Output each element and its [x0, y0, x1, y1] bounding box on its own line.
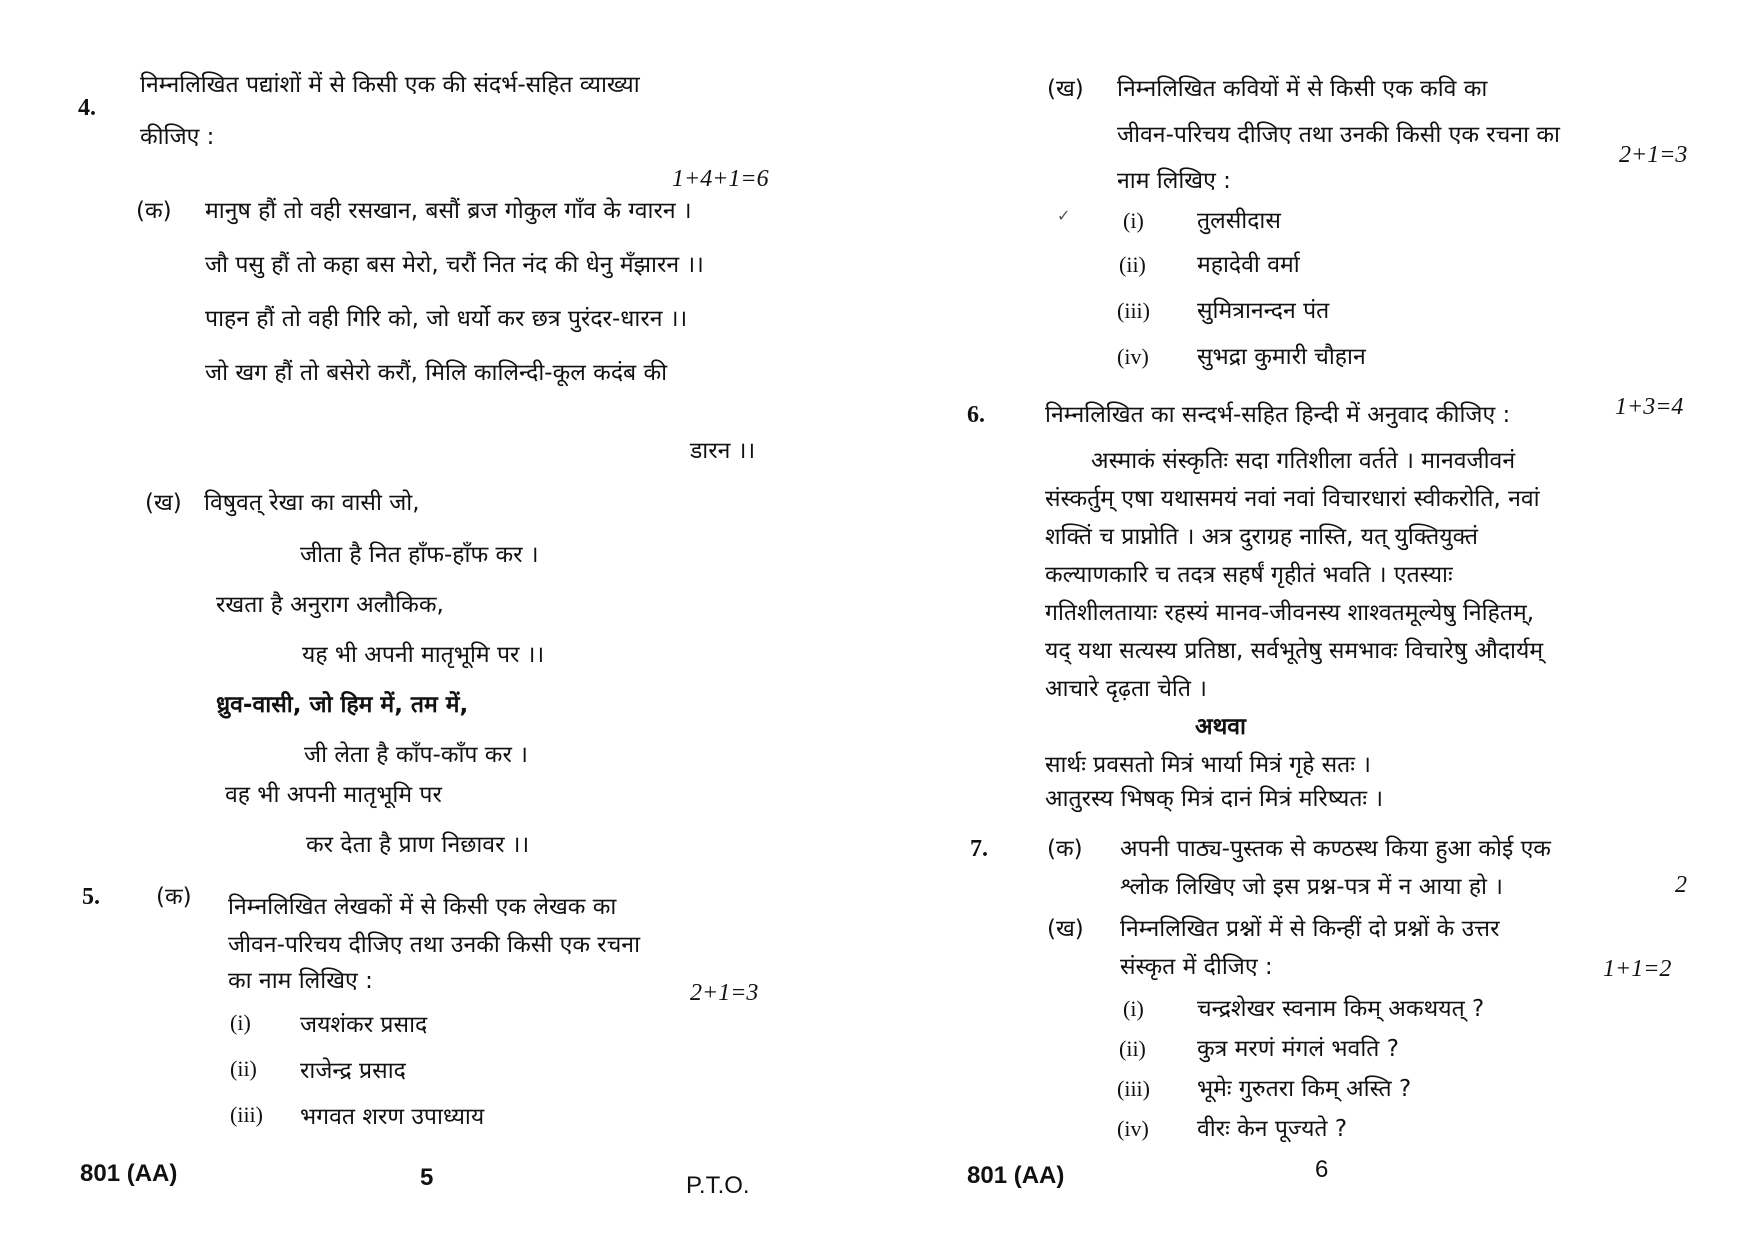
q6-passage-line-7: आचारे दृढ़ता चेति । — [1045, 676, 1208, 702]
q5a-option-1: जयशंकर प्रसाद — [300, 1012, 428, 1038]
q4b-line-6: जी लेता है काँप-काँप कर । — [304, 742, 528, 768]
q6-or-label: अथवा — [1195, 714, 1247, 740]
q5a-instruction-1: निम्नलिखित लेखकों में से किसी एक लेखक का — [228, 894, 617, 920]
question-5b-marks: 2+1=3 — [1619, 142, 1688, 168]
q4a-line-3: पाहन हौं तो वही गिरि को, जो धर्यो कर छत्र पुरंदर-धारन ।। — [205, 306, 688, 332]
question-6-instruction: निम्नलिखित का सन्दर्भ-सहित हिन्दी में अनुवाद कीजिए : — [1045, 402, 1511, 428]
q5a-instruction-2: जीवन-परिचय दीजिए तथा उनकी किसी एक रचना — [228, 932, 641, 958]
question-7-part-a-label: (क) — [1047, 836, 1083, 862]
q6-passage-line-6: यद् यथा सत्यस्य प्रतिष्ठा, सर्वभूतेषु समभावः विचारेषु औदार्यम् — [1045, 638, 1544, 664]
q4b-line-4: यह भी अपनी मातृभूमि पर ।। — [302, 642, 545, 668]
q4b-line-5: ध्रुव-वासी, जो हिम में, तम में, — [216, 692, 469, 718]
q5b-option-3: सुमित्रानन्दन पंत — [1197, 298, 1330, 324]
q5b-instruction-2: जीवन-परिचय दीजिए तथा उनकी किसी एक रचना का — [1117, 122, 1560, 148]
q4b-line-7: वह भी अपनी मातृभूमि पर — [225, 782, 442, 808]
q5a-instruction-3: का नाम लिखिए : — [228, 968, 373, 994]
q4a-line-2: जौ पसु हौं तो कहा बस मेरो, चरौं नित नंद की धेनु मँझारन ।। — [205, 252, 704, 278]
question-5-number: 5. — [82, 884, 100, 910]
q7b-option-2: कुत्र मरणं मंगलं भवति ? — [1197, 1036, 1399, 1062]
question-6-number: 6. — [967, 402, 985, 428]
q5a-option-2: राजेन्द्र प्रसाद — [300, 1058, 406, 1084]
right-page-number: 6 — [1315, 1156, 1329, 1183]
q6-passage-line-3: शक्तिं च प्राप्नोति । अत्र दुराग्रह नास्ति, यत् युक्तियुक्तं — [1045, 524, 1479, 550]
q7a-line-2: श्लोक लिखिए जो इस प्रश्न-पत्र में न आया हो । — [1120, 874, 1504, 900]
question-5-marks: 2+1=3 — [690, 980, 759, 1006]
q6-passage-line-1: अस्माकं संस्कृतिः सदा गतिशीला वर्तते । मानवजीवनं — [1091, 448, 1516, 474]
question-7b-marks: 1+1=2 — [1603, 956, 1672, 982]
right-page — [877, 0, 1754, 1241]
question-4-part-b-label: (ख) — [145, 490, 182, 516]
q7b-option-num-4: (iv) — [1117, 1116, 1149, 1141]
q7b-line-1: निम्नलिखित प्रश्नों में से किन्हीं दो प्रश्नों के उत्तर — [1120, 916, 1500, 942]
q5b-option-num-1: (i) — [1123, 208, 1144, 233]
q5b-option-num-4: (iv) — [1117, 344, 1149, 369]
q6-passage-line-4: कल्याणकारि च तदत्र सहर्षं गृहीतं भवति । एतस्याः — [1045, 562, 1453, 588]
q4b-line-8: कर देता है प्राण निछावर ।। — [306, 832, 530, 858]
q7b-option-num-2: (ii) — [1119, 1036, 1146, 1061]
q5b-option-num-3: (iii) — [1117, 298, 1150, 323]
q7b-option-3: भूमेः गुरुतरा किम् अस्ति ? — [1197, 1076, 1412, 1102]
question-6-marks: 1+3=4 — [1615, 394, 1684, 420]
q7b-option-4: वीरः केन पूज्यते ? — [1197, 1116, 1348, 1142]
q5a-option-num-3: (iii) — [230, 1102, 263, 1127]
q4b-line-1: विषुवत् रेखा का वासी जो, — [204, 490, 420, 516]
question-4-instruction: निम्नलिखित पद्यांशों में से किसी एक की संदर्भ-सहित व्याख्या — [140, 72, 640, 98]
q5b-option-2: महादेवी वर्मा — [1197, 252, 1300, 278]
q5a-option-num-1: (i) — [230, 1010, 251, 1035]
q5b-option-4: सुभद्रा कुमारी चौहान — [1197, 344, 1366, 370]
q5b-option-num-2: (ii) — [1119, 252, 1146, 277]
question-4-number: 4. — [78, 95, 96, 121]
question-7-number: 7. — [970, 836, 988, 862]
q4a-line-5: डारन ।। — [690, 438, 756, 464]
q5a-option-3: भगवत शरण उपाध्याय — [300, 1104, 485, 1130]
pto-label: P.T.O. — [686, 1172, 750, 1199]
question-4-instruction-cont: कीजिए : — [140, 124, 215, 150]
q6-passage-line-2: संस्कर्तुम् एषा यथासमयं नवां नवां विचारधारां स्वीकरोति, नवां — [1045, 486, 1540, 512]
left-page-number: 5 — [420, 1164, 434, 1191]
q5b-instruction-1: निम्नलिखित कवियों में से किसी एक कवि का — [1117, 76, 1488, 102]
stray-mark: ✓ — [1057, 206, 1071, 225]
q6-passage-line-5: गतिशीलतायाः रहस्यं मानव-जीवनस्य शाश्वतमूल्येषु निहितम्, — [1045, 600, 1535, 626]
right-footer-code: 801 (AA) — [967, 1162, 1065, 1189]
q6-verse-line-2: आतुरस्य भिषक् मित्रं दानं मित्रं मरिष्यतः । — [1045, 786, 1384, 812]
question-7a-marks: 2 — [1675, 872, 1687, 898]
q4a-line-1: मानुष हौं तो वही रसखान, बसौं ब्रज गोकुल गाँव के ग्वारन । — [205, 198, 692, 224]
question-4-part-a-label: (क) — [136, 198, 172, 224]
q4b-line-2: जीता है नित हाँफ-हाँफ कर । — [300, 542, 539, 568]
question-7-part-b-label: (ख) — [1047, 916, 1084, 942]
q7a-line-1: अपनी पाठ्य-पुस्तक से कण्ठस्थ किया हुआ कोई एक — [1120, 836, 1551, 862]
question-4-marks: 1+4+1=6 — [672, 166, 769, 192]
q5b-instruction-3: नाम लिखिए : — [1117, 168, 1231, 194]
q5b-option-1: तुलसीदास — [1197, 208, 1281, 234]
q4a-line-4: जो खग हौं तो बसेरो करौं, मिलि कालिन्दी-कूल कदंब की — [205, 360, 668, 386]
q7b-line-2: संस्कृत में दीजिए : — [1120, 954, 1273, 980]
left-footer-code: 801 (AA) — [80, 1160, 178, 1187]
question-5-part-b-label: (ख) — [1047, 76, 1084, 102]
q7b-option-1: चन्द्रशेखर स्वनाम किम् अकथयत् ? — [1197, 996, 1485, 1022]
q7b-option-num-3: (iii) — [1117, 1076, 1150, 1101]
q6-verse-line-1: सार्थः प्रवसतो मित्रं भार्या मित्रं गृहे सतः । — [1045, 752, 1371, 778]
question-5-part-a-label: (क) — [156, 884, 192, 910]
q4b-line-3: रखता है अनुराग अलौकिक, — [216, 592, 444, 618]
q7b-option-num-1: (i) — [1123, 996, 1144, 1021]
q5a-option-num-2: (ii) — [230, 1056, 257, 1081]
